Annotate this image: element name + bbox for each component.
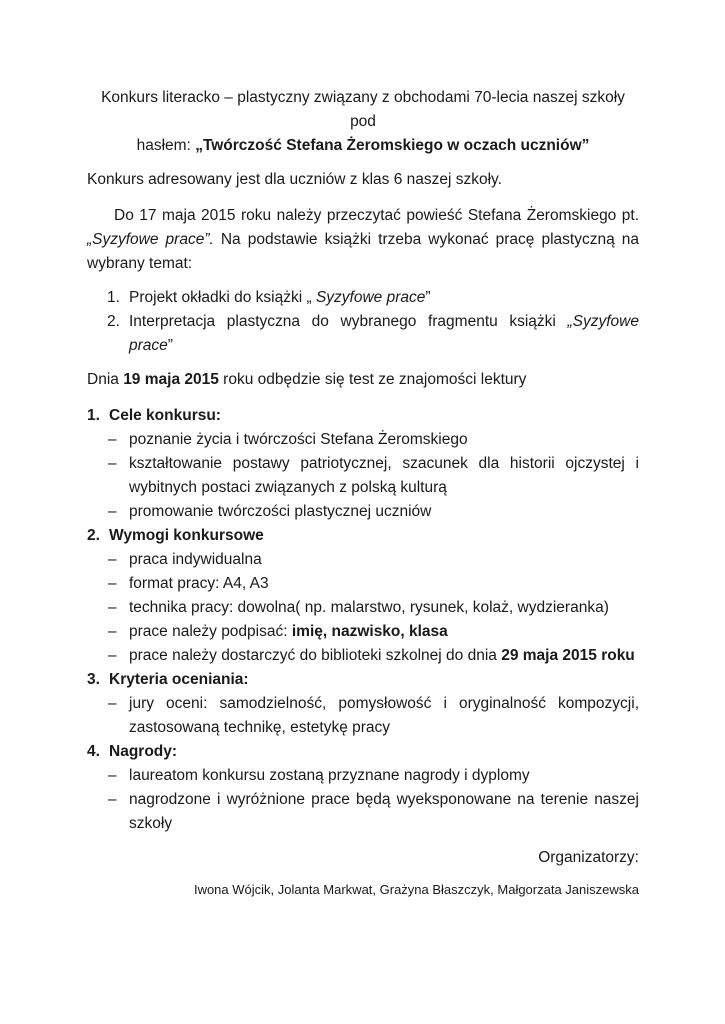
topic-text: Projekt okładki do książki „: [129, 289, 316, 306]
section-heading: [87, 524, 639, 548]
section-requirements: [87, 524, 639, 668]
dash-bullet: –: [108, 791, 117, 808]
list-item-text: prace należy dostarczyć do biblioteki szkolnej do dnia: [129, 647, 502, 664]
list-item: [87, 500, 639, 524]
intro-text-1: Do 17 maja 2015 roku należy przeczytać powieść Stefana Żeromskiego pt.: [114, 207, 639, 224]
test-prefix: Dnia: [87, 371, 124, 388]
topic-quote-close: ”: [167, 337, 173, 354]
section-criteria: [87, 668, 639, 740]
signature-fields: imię, nazwisko, klasa: [291, 623, 448, 640]
dash-bullet: –: [108, 623, 117, 640]
list-item: [87, 620, 639, 644]
test-paragraph: [87, 368, 639, 392]
topic-number: 2.: [107, 313, 120, 330]
test-date: 19 maja 2015: [123, 371, 219, 388]
topic-text: Interpretacja plastyczna do wybranego fragmentu książki: [129, 313, 568, 330]
list-item-text: prace należy podpisać:: [129, 623, 292, 640]
topics-list: [87, 286, 639, 358]
section-number: 3.: [87, 671, 100, 688]
section-title: Wymogi konkursowe: [109, 527, 264, 544]
list-item: [87, 788, 639, 836]
audience-paragraph: Konkurs adresowany jest dla uczniów z klas 6 naszej szkoły.: [87, 171, 502, 188]
deadline-date: 29 maja 2015 roku: [501, 647, 635, 664]
list-item-text: kształtowanie postawy patriotycznej, szacunek dla historii ojczystej i wybitnych postaci związanych z polską kulturą: [129, 455, 639, 496]
dash-bullet: –: [108, 431, 117, 448]
dash-bullet: –: [108, 575, 117, 592]
section-goals: [87, 404, 639, 524]
dash-bullet: –: [108, 599, 117, 616]
topic-book-title: „Syzyfowe prace: [129, 313, 639, 354]
list-item: [87, 764, 639, 788]
dash-bullet: –: [108, 503, 117, 520]
contest-slogan: „Twórczość Stefana Żeromskiego w oczach uczniów”: [195, 137, 590, 154]
topic-number: 1.: [107, 289, 120, 306]
list-item-text: praca indywidualna: [129, 551, 262, 568]
title-line-2: [87, 134, 639, 158]
intro-text-2: Na podstawie książki trzeba wykonać pracę plastyczną na wybrany temat:: [87, 231, 639, 272]
section-heading: [87, 404, 639, 428]
list-item-text: format pracy: A4, A3: [129, 575, 269, 592]
organizers-names: Iwona Wójcik, Jolanta Markwat, Grażyna Błaszczyk, Małgorzata Janiszewska: [193, 882, 639, 897]
test-suffix: roku odbędzie się test ze znajomości lektury: [218, 371, 527, 388]
topic-book-title: Syzyfowe prace: [315, 289, 426, 306]
dash-bullet: –: [108, 455, 117, 472]
list-item-text: poznanie życia i twórczości Stefana Żeromskiego: [129, 431, 468, 448]
document-content: [87, 86, 639, 902]
section-heading: [87, 740, 639, 764]
list-item: [87, 644, 639, 668]
intro-paragraph: [87, 204, 639, 276]
title-prefix: hasłem:: [136, 137, 196, 154]
section-title: Nagrody:: [109, 743, 178, 760]
section-title: Kryteria oceniania:: [109, 671, 249, 688]
list-item-text: nagrodzone i wyróżnione prace będą wyeksponowane na terenie naszej szkoły: [129, 791, 639, 832]
list-item: [87, 452, 639, 500]
list-item: [87, 692, 639, 740]
list-item-text: laureatom konkursu zostaną przyznane nagrody i dyplomy: [129, 767, 530, 784]
list-item-text: technika pracy: dowolna( np. malarstwo, rysunek, kolaż, wydzieranka): [129, 599, 609, 616]
topic-item: [87, 286, 639, 310]
organizers-label: Organizatorzy:: [538, 849, 639, 866]
section-number: 1.: [87, 407, 100, 424]
dash-bullet: –: [108, 767, 117, 784]
section-title: Cele konkursu:: [109, 407, 221, 424]
dash-bullet: –: [108, 695, 117, 712]
list-item: [87, 572, 639, 596]
prizes-list: [87, 764, 639, 836]
goals-list: [87, 428, 639, 524]
criteria-list: [87, 692, 639, 740]
dash-bullet: –: [108, 551, 117, 568]
section-heading: [87, 668, 639, 692]
topic-item: [87, 310, 639, 358]
dash-bullet: –: [108, 647, 117, 664]
topic-quote-close: ”: [425, 289, 431, 306]
book-title: „Syzyfowe prace”.: [87, 231, 214, 248]
title-line-1: [87, 86, 639, 134]
list-item: [87, 428, 639, 452]
list-item: [87, 548, 639, 572]
list-item-text: promowanie twórczości plastycznej uczniów: [129, 503, 432, 520]
list-item: [87, 596, 639, 620]
section-prizes: [87, 740, 639, 836]
section-number: 4.: [87, 743, 100, 760]
list-item-text: jury oceni: samodzielność, pomysłowość i oryginalność kompozycji, zastosowaną technikę, estetykę pracy: [129, 695, 639, 736]
title-text: Konkurs literacko – plastyczny związany z obchodami 70-lecia naszej szkoły pod: [101, 89, 625, 130]
requirements-list: [87, 548, 639, 668]
section-number: 2.: [87, 527, 100, 544]
